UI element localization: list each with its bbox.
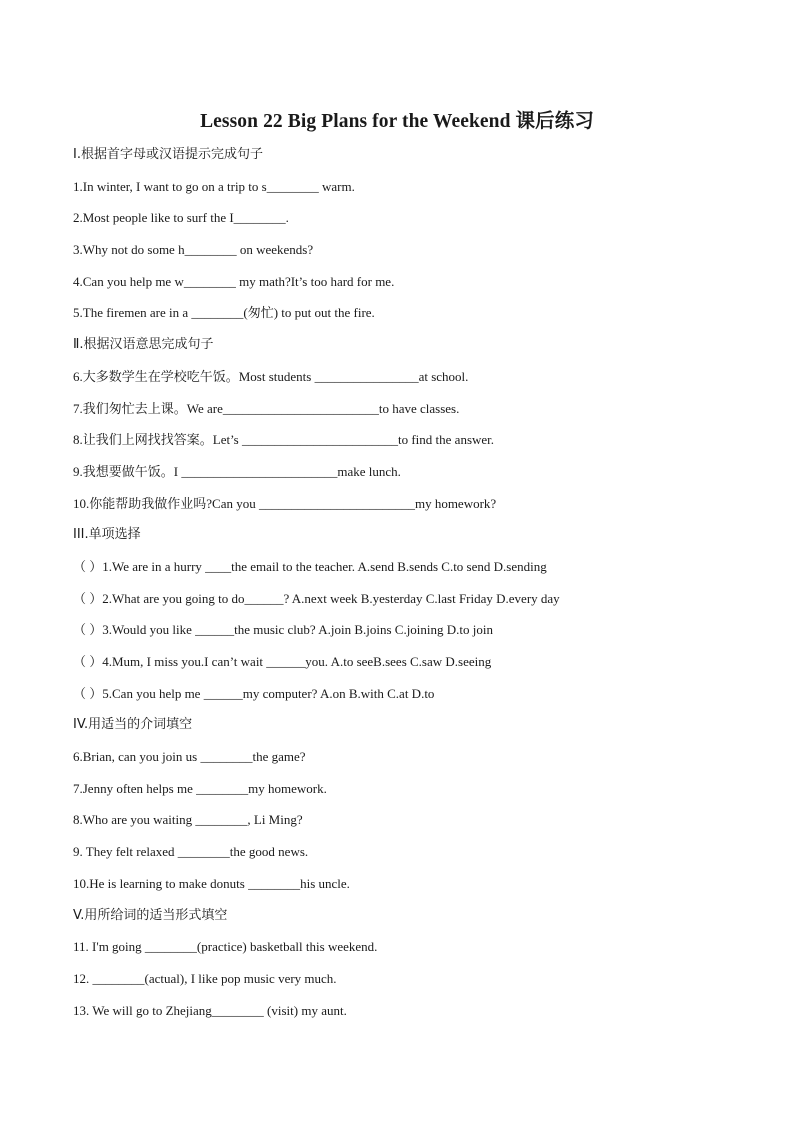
line: 5.The firemen are in a ________(匆忙) to put out the fire. (73, 305, 375, 321)
section-heading: III.单项选择 (73, 527, 141, 543)
line: 9. They felt relaxed ________the good news. (73, 844, 309, 860)
section-heading: Ⅱ.根据汉语意思完成句子 (73, 337, 214, 353)
line: 1.In winter, I want to go on a trip to s________ warm. (73, 178, 355, 194)
line: 8.Who are you waiting ________, Li Ming? (73, 812, 303, 828)
line: （ ）5.Can you help me ______my computer? A.on B.with C.at D.to (73, 685, 435, 701)
line: （ ）2.What are you going to do______? A.next week B.yesterday C.last Friday D.every day (73, 590, 560, 606)
section-heading: V.用所给词的适当形式填空 (73, 907, 228, 923)
line: （ ）3.Would you like ______the music club? A.join B.joins C.joining D.to join (73, 622, 493, 638)
line: 3.Why not do some h________ on weekends? (73, 242, 314, 258)
line: （ ）4.Mum, I miss you.I can’t wait ______you. A.to seeB.sees C.saw D.seeing (73, 654, 492, 669)
page-title: Lesson 22 Big Plans for the Weekend 课后练习 (200, 111, 594, 132)
exercise-lines (73, 145, 733, 1032)
line: 7.我们匆忙去上课。We are________________________to have classes. (73, 400, 460, 416)
line: 6.Brian, can you join us ________the game? (73, 749, 306, 765)
line: 8.让我们上网找找答案。Let’s ________________________to find the answer. (73, 432, 495, 448)
line: 12. ________(actual), I like pop music very much. (73, 970, 337, 986)
line: 11. I'm going ________(practice) basketball this weekend. (73, 939, 378, 955)
line: （ ）1.We are in a hurry ____the email to the teacher. A.send B.sends C.to send D.sending (73, 558, 547, 574)
line: 10.He is learning to make donuts ________his uncle. (73, 875, 350, 891)
section-heading: IV.用适当的介词填空 (73, 717, 193, 733)
line: 6.大多数学生在学校吃午饭。Most students ________________at school. (73, 368, 469, 384)
line: 4.Can you help me w________ my math?It’s too hard for me. (73, 273, 395, 289)
line: 7.Jenny often helps me ________my homework. (73, 780, 327, 796)
line: 9.我想要做午饭。I ________________________make lunch. (73, 463, 401, 479)
section-heading: Ⅰ.根据首字母或汉语提示完成句子 (73, 147, 263, 162)
line: 2.Most people like to surf the I________. (73, 210, 289, 226)
line: 13. We will go to Zhejiang________ (visit) my aunt. (73, 1002, 347, 1018)
line: 10.你能帮助我做作业吗?Can you ________________________my homework? (73, 495, 497, 511)
